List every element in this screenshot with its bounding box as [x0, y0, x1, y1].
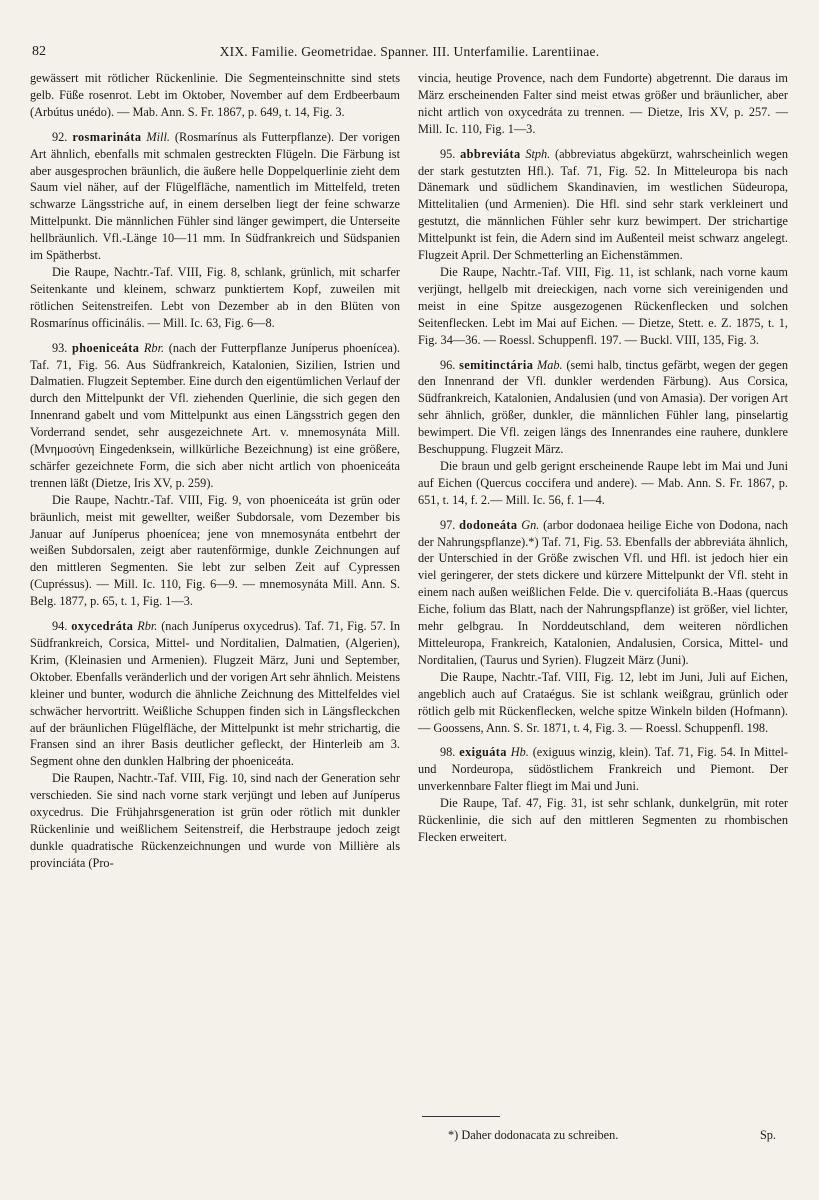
- paragraph-text: vincia, heutige Provence, nach dem Fundorte) abgetrennt. Die daraus im März erscheinenden Falter sind meist etwas größer und bräunlicher, aber nicht artlich von oxycedráta zu trennen. — Dietze, Iris XV, p. 257. — Mill. Ic. 110, Fig. 1—3.: [418, 71, 788, 136]
- paragraph-text: (semi halb, tinctus gefärbt, wegen der gegen den Innenrand der Vfl. dunkler werdenden Färbung). Aus Corsica, Südfrankreich, Katalonien, Andalusien (und von Amasia). Der vorigen Art sehr ähnlich, größer, dunkler, die männlichen Fühler lang, pinselartig bewimpert. Die Vfl. zeigen längs des Innenrandes eine rauhere, dunklere Beschuppung. Flugzeit März.: [418, 357, 788, 457]
- entry-number: 96.: [440, 357, 460, 372]
- paragraph-text: Die Raupe, Taf. 47, Fig. 31, ist sehr schlank, dunkelgrün, mit roter Rückenlinie, die sich auf den mittleren Segmenten zu rhombischen Flecken erweitert.: [418, 796, 788, 844]
- species-name: rosmarináta: [72, 129, 142, 144]
- footnote-rule: [422, 1116, 500, 1117]
- species-entry: [418, 517, 788, 669]
- species-name: exiguáta: [459, 745, 507, 760]
- paragraph: [30, 492, 400, 610]
- paragraph-text: gewässert mit rötlicher Rückenlinie. Die Segmenteinschnitte sind stets gelb. Füße rosenrot. Lebt im Oktober, November auf dem Erdbeerbaum (Arbútus unédo). — Mab. Ann. S. Fr. 1867, p. 649, t. 14, Fig. 3.: [30, 71, 400, 119]
- species-author: Stph.: [525, 146, 551, 161]
- species-entry: [30, 129, 400, 264]
- species-name: dodoneáta: [459, 517, 518, 532]
- species-name: phoeniceáta: [72, 340, 140, 355]
- footnote-signature: Sp.: [759, 1128, 776, 1142]
- species-entry: [30, 340, 400, 492]
- paragraph: [30, 264, 400, 332]
- species-entry: [30, 618, 400, 770]
- paragraph-text: (Rosmarínus als Futterpflanze). Der vorigen Art ähnlich, ebenfalls mit schmalen gestreckten Flügeln. Die Färbung ist aber ausgesprochen bräunlich, die äußere helle Doppelquerlinie zieht dem Saum viel näher, auf der Flügelfläche, namentlich im Mittelfeld, treten schwarze Längsstriche auf, in einem derselben liegt der feine schwarze Mittelpunkt. Die männlichen Fühler sind länger gewimpert, die Unterseite hellbräunlich. Vfl.-Länge 10—11 mm. In Südfrankreich und Südspanien im Spätherbst.: [30, 129, 400, 263]
- species-author: Hb.: [510, 745, 529, 760]
- entry-number: 94.: [52, 619, 72, 634]
- paragraph-text: Die Raupen, Nachtr.-Taf. VIII, Fig. 10, sind nach der Generation sehr verschieden. Sie sind nach vorne stark verjüngt und leben auf Juníperus oxycedrus. Die Frühjahrsgeneration ist grün oder rötlich mit dunkler Rückenlinie und weißlichem Seitenstreif, die Herbstraupe jedoch zeigt dunkle quadratische Rückenzeichnungen und wurde von Millière als provinciáta (Pro-: [30, 771, 400, 870]
- paragraph-text: (nach der Futterpflanze Juníperus phoenícea). Taf. 71, Fig. 56. Aus Südfrankreich, Katalonien, Sizilien, Istrien und Dalmatien. Flugzeit September. Eine durch den eigentümlichen Verlauf der durch den Mittelpunkt der Vfl. ziehenden Querlinie, die sich gegen den Innenrand gabelt und vom Mittelpunkt aus einen Längsstrich gegen den Vorderrand sendet, sehr ausgezeichnete Art. v. mnemosynáta Mill. (Μνημοσύνη Eingedenksein, willkürliche Bezeichnung) ist eine größere, schärfer gezeichnete Form, die sich aber nicht artlich von phoeniceáta trennen läßt (Dietze, Iris XV, p. 259).: [30, 340, 400, 490]
- paragraph: [418, 70, 788, 138]
- species-author: Mill.: [146, 129, 170, 144]
- entry-number: 93.: [52, 340, 73, 355]
- paragraph-text: Die Raupe, Nachtr.-Taf. VIII, Fig. 9, von phoeniceáta ist grün oder bräunlich, meist mit gewellter, weißer Subdorsale, vom Dezember bis Januar auf Juníperus phoenícea; jene von mnemosynáta entbehrt der weißen Subdorsalen, zeigt aber rautenförmige, dunkle Zeichnungen auf den mittleren Segmenten. Sie lebt zur selben Zeit auf Cypressen (Cupréssus). — Mill. Ic. 110, Fig. 6—9. — mnemosynáta Mill. Ann. S. Belg. 1877, p. 65, t. 1, Fig. 1—3.: [30, 492, 400, 609]
- right-column: [418, 70, 788, 846]
- species-author: Rbr.: [137, 619, 158, 634]
- species-author: Mab.: [537, 357, 563, 372]
- running-title: XIX. Familie. Geometridae. Spanner. III. Unterfamilie. Larentiinae.: [219, 44, 600, 59]
- paragraph-text: (abbreviatus abgekürzt, wahrscheinlich wegen der stark gestutzten Hfl.). Taf. 71, Fig. 52. In Mitteleuropa bis nach Dänemark und südlichem Skandinavien, im westlichen Südeuropa, Mittelitalien (und Armenien). Die Hfl. sind sehr stark verkleinert und gestutzt, die männlichen Fühler sehr kurz bewimpert. Der strichartige Mittelpunkt ist fein, die Adern sind im Außenteil meist schwarz angelegt. Flugzeit April. Der Schmetterling an Eichenstämmen.: [418, 146, 788, 263]
- paragraph-text: Die braun und gelb gerignt erscheinende Raupe lebt im Mai und Juni auf Eichen (Quercus coccifera und andere). — Mab. Ann. S. Fr. 1867, p. 651, t. 14, f. 2.— Mill. Ic. 56, f. 1—4.: [418, 458, 788, 507]
- page-number: 82: [32, 44, 46, 59]
- species-name: oxycedráta: [71, 619, 134, 634]
- footnote-text: *) Daher dodonacata zu schreiben.: [448, 1128, 619, 1142]
- footnote: [448, 1128, 788, 1143]
- species-name: semitinctária: [459, 357, 534, 372]
- left-column: [30, 70, 400, 872]
- entry-number: 92.: [52, 129, 73, 144]
- paragraph-text: (exiguus winzig, klein). Taf. 71, Fig. 54. In Mittel- und Nordeuropa, südöstlichem Frankreich und Piemont. Der unverkennbare Falter fliegt im Mai und Juni.: [418, 745, 788, 794]
- entry-number: 97.: [440, 517, 460, 532]
- paragraph-text: Die Raupe, Nachtr.-Taf. VIII, Fig. 11, ist schlank, nach vorne kaum verjüngt, hellgelb mit dreieckigen, nach vorne sich vereinigenden und meist in eine Spitze ausgezogenen Rückenflecken und solchen Seitenflecken. Lebt im Mai auf Eichen. — Dietze, Stett. e. Z. 1875, t. 1, Fig. 34—36. — Roessl. Schuppenfl. 197. — Buckl. VIII, 135, Fig. 3.: [418, 264, 788, 347]
- paragraph: [418, 458, 788, 509]
- species-author: Gn.: [521, 517, 540, 532]
- species-author: Rbr.: [143, 340, 165, 355]
- species-entry: [418, 357, 788, 458]
- paragraph: [418, 669, 788, 737]
- entry-number: 95.: [440, 146, 461, 161]
- paragraph: [30, 770, 400, 871]
- paragraph: [418, 795, 788, 846]
- species-entry: [418, 146, 788, 264]
- species-entry: [418, 744, 788, 795]
- paragraph-text: Die Raupe, Nachtr.-Taf. VIII, Fig. 8, schlank, grünlich, mit scharfer Seitenkante und kleinem, schwarz punktiertem Kopf, zuweilen mit rötlichen Seitenstreifen. Lebt von Dezember ab in den Blüten von Rosmarínus officinális. — Mill. Ic. 63, Fig. 6—8.: [30, 264, 400, 330]
- paragraph: [30, 70, 400, 121]
- paragraph-text: (arbor dodonaea heilige Eiche von Dodona, nach der Nahrungspflanze).*) Taf. 71, Fig. 53. Ebenfalls der abbreviáta ähnlich, der Unterschied in der Größe zwischen Vfl. und Hfl. ist jedoch hier ein viel geringerer, der stets dickere und kürzere Mittelpunkt der Vfl. steht in einem nach außen weißlichen Felde. Die v. quercifoliáta B.-Haas (quercus Eiche, folium das Blatt, nach der Nahrungspflanze) ist größer, viel lichter, mehr gelbgrau. In Norddeutschland, dem weiteren nördlichen Mitteleuropa, Frankreich, Katalonien, Andalusien, Corsica, Mittel- und Norditalien, (Taurus und Syrien). Flugzeit März (Juni).: [418, 517, 789, 667]
- paragraph: [418, 264, 788, 349]
- paragraph-text: Die Raupe, Nachtr.-Taf. VIII, Fig. 12, lebt im Juni, Juli auf Eichen, angeblich auch auf Crataégus. Sie ist schlank weißgrau, grünlich oder rötlich gelb mit Rückenflecken, welche spitze Winkeln bilden (Hofmann). — Goossens, Ann. S. Sr. 1871, t. 4, Fig. 3. — Roessl. Schuppenfl. 198.: [418, 669, 788, 735]
- paragraph-text: (nach Juníperus oxycedrus). Taf. 71, Fig. 57. In Südfrankreich, Corsica, Mittel- und Norditalien, Dalmatien, (Algerien), Krim, (Kleinasien und Armenien). Flugzeit März, Juni und September, Oktober. Ebenfalls veränderlich und der vorigen Art sehr ähnlich. Meistens kleiner und bunter, wodurch die ähnliche Zeichnung des Mittelfeldes viel schwächer hervortritt. Weißliche Schuppen finden sich in Längsfleckchen auf der bräunlichen Flügelfläche, der Mittelpunkt ist mehr strichartig, die Fransen sind an ihrer Basis deutlicher gefleckt, der Hinterleib am 3. Segment ohne den dunklen Halbring der phoeniceáta.: [30, 619, 400, 769]
- entry-number: 98.: [440, 745, 460, 760]
- species-name: abbreviáta: [460, 146, 521, 161]
